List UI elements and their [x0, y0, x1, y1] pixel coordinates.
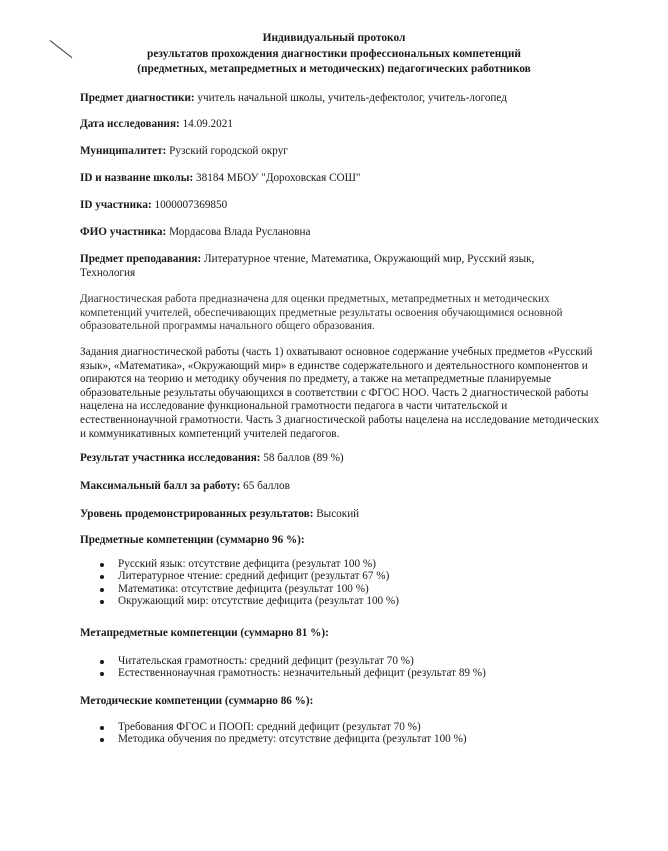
list-item: Читательская грамотность: средний дефицит (результат 70 %) — [80, 655, 486, 667]
result-max — [80, 480, 590, 494]
list-item: Математика: отсутствие дефицита (результат 100 %) — [80, 583, 399, 595]
field-value: Рузский городской округ — [166, 145, 288, 157]
result-level — [80, 508, 590, 522]
section-heading-metasubject: Метапредметные компетенции (суммарно 81 %): — [80, 627, 329, 639]
document-title — [60, 31, 608, 78]
list-item: Методика обучения по предмету: отсутствие дефицита (результат 100 %) — [80, 733, 467, 745]
list-item: Окружающий мир: отсутствие дефицита (результат 100 %) — [80, 595, 399, 607]
field-label: Дата исследования: — [80, 118, 180, 130]
title-line-3: (предметных, метапредметных и методических) педагогических работников — [137, 63, 531, 75]
subject-competencies-list — [80, 558, 399, 607]
paragraph-purpose: Диагностическая работа предназначена для оценки предметных, метапредметных и методических компетенций учителей, обеспечивающих предметные результаты освоения обучающимися основной образовательной программы начального общего образования. — [80, 293, 563, 333]
title-line-2: результатов прохождения диагностики профессиональных компетенций — [147, 47, 521, 60]
field-value: Высокий — [313, 508, 360, 520]
field-value: 58 баллов (89 %) — [260, 452, 344, 464]
field-municipality — [80, 145, 590, 159]
field-label: Максимальный балл за работу: — [80, 480, 241, 492]
field-value: 65 баллов — [240, 480, 290, 492]
field-label: ФИО участника: — [80, 226, 167, 238]
section-heading-subject: Предметные компетенции (суммарно 96 %): — [80, 534, 305, 546]
field-label: Уровень продемонстрированных результатов: — [80, 508, 314, 520]
field-value: Литературное чтение, Математика, Окружающий мир, Русский язык, Технология — [80, 253, 535, 279]
field-value: Мордасова Влада Руслановна — [166, 226, 311, 238]
field-label: Муниципалитет: — [80, 145, 167, 157]
field-school — [80, 172, 590, 186]
field-subject — [80, 92, 590, 106]
list-item: Литературное чтение: средний дефицит (результат 67 %) — [80, 570, 399, 582]
paragraph-description: Задания диагностической работы (часть 1) охватывают основное содержание учебных предметов «Русский язык», «Математика», «Окружающий мир» в единстве содержательного и деятельностного компонентов и опираются на теорию и методику обучения по предмету, а также на метапредметные планируемые образовательные результаты обучающихся в соответствии с ФГОС НОО. Часть 2 диагностической работы нацелена на исследование функциональной грамотности педагога в части читательской и естественнонаучной грамотности. Часть 3 диагностической работы нацелена на исследование методических и коммуникативных компетенций учителей педагогов. — [80, 346, 600, 440]
field-value: 1000007369850 — [151, 199, 228, 211]
field-label: Результат участника исследования: — [80, 452, 261, 464]
field-name — [80, 226, 590, 240]
metasubject-competencies-list — [80, 655, 486, 680]
field-label: Предмет преподавания: — [80, 253, 202, 265]
field-label: Предмет диагностики: — [80, 92, 195, 104]
field-value: 14.09.2021 — [179, 118, 233, 130]
field-label: ID участника: — [80, 199, 152, 211]
field-participant-id — [80, 199, 590, 213]
field-date — [80, 118, 590, 132]
section-heading-methodical: Методические компетенции (суммарно 86 %): — [80, 695, 314, 707]
field-value: 38184 МБОУ "Дороховская СОШ" — [193, 172, 361, 184]
title-line-1: Индивидуальный протокол — [262, 32, 406, 44]
result-score — [80, 452, 590, 466]
field-label: ID и название школы: — [80, 172, 194, 184]
list-item: Естественнонаучная грамотность: незначительный дефицит (результат 89 %) — [80, 667, 486, 679]
list-item: Требования ФГОС и ПООП: средний дефицит (результат 70 %) — [80, 721, 467, 733]
field-teaching-subject — [80, 253, 570, 280]
list-item: Русский язык: отсутствие дефицита (результат 100 %) — [80, 558, 399, 570]
methodical-competencies-list — [80, 721, 467, 746]
field-value: учитель начальной школы, учитель-дефектолог, учитель-логопед — [194, 92, 507, 104]
